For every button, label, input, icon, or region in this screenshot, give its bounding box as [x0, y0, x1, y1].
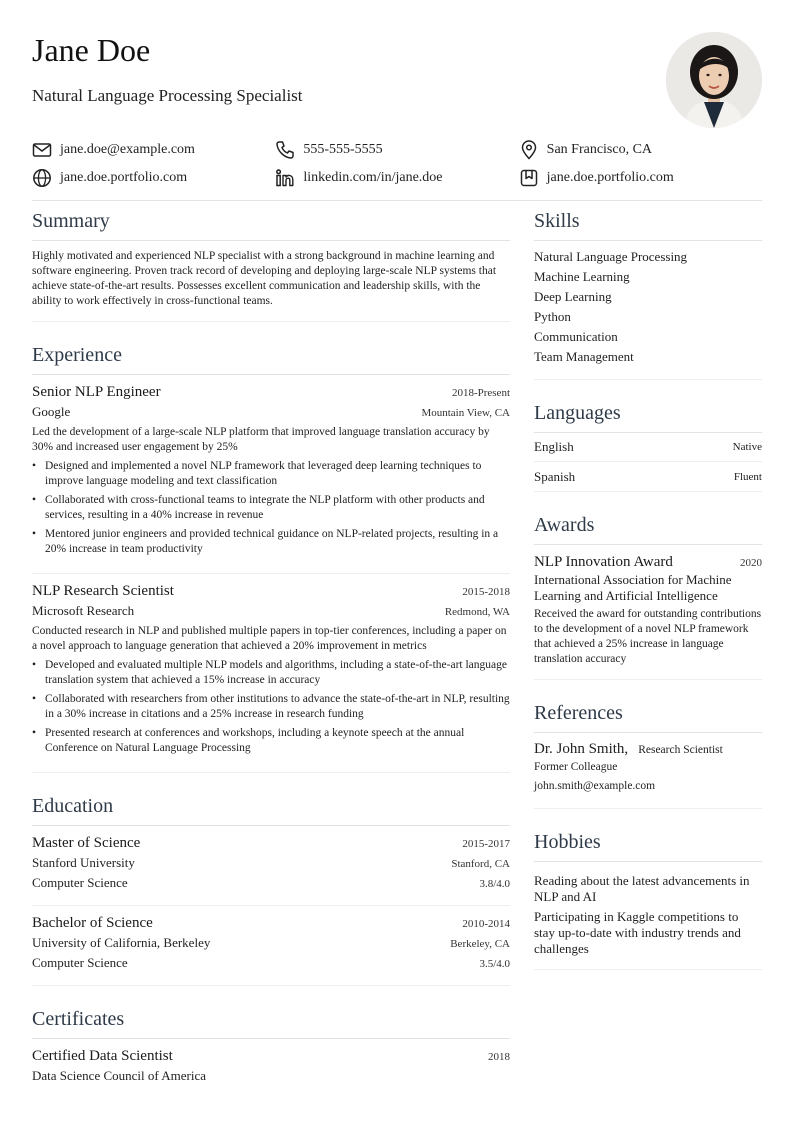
language-row [534, 462, 762, 491]
section-title: Education [32, 793, 510, 826]
resume-header [32, 32, 762, 132]
location-pin-icon [519, 140, 539, 160]
school-name: Stanford University [32, 855, 135, 870]
bookmark-icon [519, 168, 539, 188]
company-name: Microsoft Research [32, 603, 135, 618]
hobby-item: Participating in Kaggle competitions to stay up-to-date with industry trends and challenges [534, 909, 741, 956]
job-bullet: • Collaborated with cross-functional teams to integrate the NLP platform with other products and services, resulting in a 40% increase in revenue [32, 493, 510, 523]
school-name: University of California, Berkeley [32, 935, 211, 950]
company-name: Google [32, 404, 71, 419]
gpa: 3.5/4.0 [479, 958, 510, 970]
hobby-item: Reading about the latest advancements in NLP and AI [534, 873, 750, 904]
education-entry [32, 826, 510, 906]
award-description: Received the award for outstanding contributions to the development of a novel NLP framework that achieved a 25% increase in language translation accuracy [534, 608, 762, 665]
job-bullet: • Presented research at conferences and workshops, including a keynote speech at the annual Conference on Natural Language Processing [32, 726, 510, 756]
job-bullet: • Mentored junior engineers and provided technical guidance on NLP-related projects, resulting in a 20% increase in team productivity [32, 527, 510, 557]
certificate-year: 2018 [488, 1051, 510, 1063]
profile-photo [666, 32, 762, 128]
hobbies-section [534, 829, 762, 970]
field-of-study: Computer Science [32, 955, 128, 970]
languages-section [534, 400, 762, 492]
section-title: References [534, 700, 762, 733]
linkedin-icon [275, 168, 295, 188]
skill-item: Natural Language Processing [534, 249, 688, 264]
phone-icon [275, 140, 295, 160]
contact-location: San Francisco, CA [519, 140, 762, 160]
job-location: Redmond, WA [444, 606, 510, 618]
section-title: Hobbies [534, 829, 762, 862]
reference-email[interactable]: john.smith@example.com [534, 780, 656, 792]
education-dates: 2010-2014 [462, 918, 510, 930]
contact-portfolio[interactable]: jane.doe.portfolio.com [519, 168, 762, 188]
section-title: Languages [534, 400, 762, 433]
field-of-study: Computer Science [32, 875, 128, 890]
section-title: Summary [32, 208, 510, 241]
summary-text: Highly motivated and experienced NLP specialist with a strong background in machine learning and software engineering. Proven track record of developing and deploying large-scale NLP systems that achieve state-of-the-art results. Possesses excellent communication and leadership skills, with the ability to work effectively in cross-functional teams. [32, 250, 497, 307]
award-organization: International Association for Machine Learning and Artificial Intelligence [534, 572, 732, 603]
certificate-name: Certified Data Scientist [32, 1048, 173, 1064]
skill-item: Python [534, 309, 571, 324]
reference-entry [534, 733, 762, 808]
skill-item: Machine Learning [534, 269, 630, 284]
language-name: Spanish [534, 468, 576, 484]
language-row [534, 433, 762, 462]
language-level: Native [732, 441, 762, 453]
skill-item: Deep Learning [534, 289, 612, 304]
header-divider [32, 200, 762, 201]
references-section [534, 700, 762, 809]
contact-website[interactable]: jane.doe.portfolio.com [32, 168, 275, 188]
certificate-issuer: Data Science Council of America [32, 1068, 206, 1083]
job-dates: 2015-2018 [462, 586, 510, 598]
award-year: 2020 [740, 557, 762, 569]
contact-phone[interactable]: 555-555-5555 [275, 140, 518, 160]
globe-icon [32, 168, 52, 188]
mail-icon [32, 140, 52, 160]
section-title: Certificates [32, 1006, 510, 1039]
certificate-entry [32, 1039, 510, 1098]
job-bullet: • Developed and evaluated multiple NLP models and algorithms, including a state-of-the-art language translation system that achieved a 15% increase in accuracy [32, 658, 510, 688]
job-title: Senior NLP Engineer [32, 384, 161, 400]
contact-linkedin[interactable]: linkedin.com/in/jane.doe [275, 168, 518, 188]
experience-entry [32, 574, 510, 773]
summary-section [32, 208, 510, 322]
job-location: Mountain View, CA [421, 407, 510, 419]
language-name: English [534, 439, 574, 454]
degree-name: Master of Science [32, 835, 141, 851]
award-name: NLP Innovation Award [534, 554, 673, 570]
skills-section [534, 208, 762, 380]
skill-item: Team Management [534, 349, 634, 364]
job-title: NLP Research Scientist [32, 583, 174, 599]
section-title: Awards [534, 512, 762, 545]
experience-section [32, 342, 510, 773]
education-entry [32, 906, 510, 986]
job-bullet: • Designed and implemented a novel NLP framework that leveraged deep learning techniques to improve language modeling and text classification [32, 459, 510, 489]
gpa: 3.8/4.0 [479, 878, 510, 890]
candidate-name: Jane Doe [32, 32, 151, 68]
school-location: Stanford, CA [451, 858, 510, 870]
school-location: Berkeley, CA [450, 938, 510, 950]
certificates-section [32, 1006, 510, 1098]
award-entry [534, 545, 762, 679]
education-section [32, 793, 510, 986]
avatar [666, 32, 762, 128]
side-column [534, 208, 762, 970]
job-description: Conducted research in NLP and published multiple papers in top-tier conferences, including a paper on a novel approach to language generation that achieved a 20% improvement in metrics [32, 625, 507, 652]
reference-role: Research Scientist [638, 744, 723, 756]
language-level: Fluent [733, 470, 762, 483]
job-dates: 2018-Present [451, 387, 510, 399]
awards-section [534, 512, 762, 680]
section-title: Experience [32, 342, 510, 375]
experience-entry [32, 375, 510, 574]
reference-relation: Former Colleague [534, 761, 618, 773]
main-column [32, 208, 510, 1098]
contact-info [32, 136, 762, 192]
skill-item: Communication [534, 329, 618, 344]
reference-name: Dr. John Smith, [534, 741, 629, 757]
section-title: Skills [534, 208, 762, 241]
job-bullet: • Collaborated with researchers from other institutions to advance the state-of-the-art in NLP, resulting in a 30% increase in citations and a 25% increase in research funding [32, 692, 510, 722]
education-dates: 2015-2017 [462, 838, 510, 850]
job-description: Led the development of a large-scale NLP platform that improved language translation accuracy by 30% and increased user engagement by 25% [32, 426, 490, 453]
contact-email[interactable]: jane.doe@example.com [32, 140, 275, 160]
candidate-title: Natural Language Processing Specialist [32, 86, 303, 105]
degree-name: Bachelor of Science [32, 915, 153, 931]
